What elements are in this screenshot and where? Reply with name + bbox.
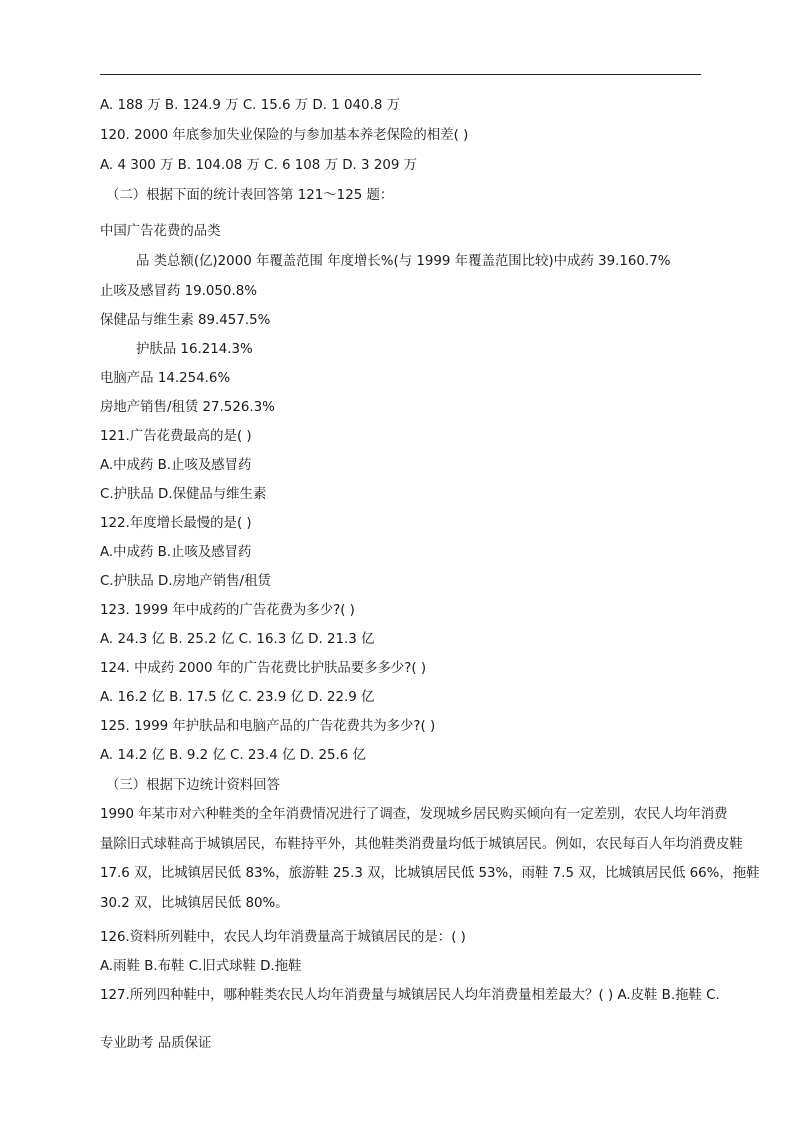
- option-line: A.中成药 B.止咳及感冒药: [100, 545, 252, 560]
- table-row: 电脑产品 14.254.6%: [100, 371, 231, 386]
- question-124: 124. 中成药 2000 年的广告花费比护肤品要多多少?( ): [100, 661, 427, 676]
- option-line: A.中成药 B.止咳及感冒药: [100, 458, 252, 473]
- section-heading-3: （三）根据下边统计资料回答: [106, 778, 281, 793]
- paragraph-line: 17.6 双，比城镇居民低 83%，旅游鞋 25.3 双，比城镇居民低 53%，雨鞋 7.5 双，比城镇居民低 66%，拖鞋: [100, 866, 760, 881]
- page-footer: 专业助考 品质保证: [100, 1036, 212, 1051]
- question-125: 125. 1999 年护肤品和电脑产品的广告花费共为多少?( ): [100, 719, 436, 734]
- question-122: 122.年度增长最慢的是( ): [100, 516, 252, 531]
- option-line: C.护肤品 D.房地产销售/租赁: [100, 574, 271, 589]
- option-line: A. 4 300 万 B. 104.08 万 C. 6 108 万 D. 3 209 万: [100, 158, 418, 173]
- paragraph-line: 量除旧式球鞋高于城镇居民，布鞋持平外，其他鞋类消费量均低于城镇居民。例如，农民每百人年均消费皮鞋: [100, 836, 743, 852]
- table-row: 保健品与维生素 89.457.5%: [100, 313, 271, 328]
- option-line: A.雨鞋 B.布鞋 C.旧式球鞋 D.拖鞋: [100, 959, 302, 974]
- table-row: 止咳及感冒药 19.050.8%: [100, 284, 257, 299]
- section-heading-2: （二）根据下面的统计表回答第 121～125 题：: [106, 188, 394, 203]
- question-121: 121.广告花费最高的是( ): [100, 429, 252, 444]
- paragraph-line: 30.2 双，比城镇居民低 80%。: [100, 895, 289, 911]
- question-126: 126.资料所列鞋中，农民人均年消费量高于城镇居民的是：( ): [100, 930, 466, 945]
- option-line: A. 188 万 B. 124.9 万 C. 15.6 万 D. 1 040.8 万: [100, 98, 401, 113]
- option-line: A. 16.2 亿 B. 17.5 亿 C. 23.9 亿 D. 22.9 亿: [100, 690, 375, 705]
- table-header-row: 品 类总额(亿)2000 年覆盖范围 年度增长%(与 1999 年覆盖范围比较)中成药 39.160.7%: [136, 254, 671, 269]
- table-row: 护肤品 16.214.3%: [136, 342, 253, 357]
- option-line: A. 24.3 亿 B. 25.2 亿 C. 16.3 亿 D. 21.3 亿: [100, 632, 375, 647]
- question-123: 123. 1999 年中成药的广告花费为多少?( ): [100, 603, 355, 618]
- question-120: 120. 2000 年底参加失业保险的与参加基本养老保险的相差( ): [100, 128, 469, 143]
- table-title: 中国广告花费的品类: [100, 224, 221, 239]
- survey-paragraph: [100, 800, 760, 918]
- header-rule: [100, 74, 701, 75]
- option-line: C.护肤品 D.保健品与维生素: [100, 487, 267, 502]
- question-127: 127.所列四种鞋中，哪种鞋类农民人均年消费量与城镇居民人均年消费量相差最大？( ) A.皮鞋 B.拖鞋 C.: [100, 988, 720, 1003]
- option-line: A. 14.2 亿 B. 9.2 亿 C. 23.4 亿 D. 25.6 亿: [100, 748, 366, 763]
- table-row: 房地产销售/租赁 27.526.3%: [100, 400, 275, 415]
- paragraph-line: 1990 年某市对六种鞋类的全年消费情况进行了调查，发现城乡居民购买倾向有一定差别，农民人均年消费: [100, 807, 728, 822]
